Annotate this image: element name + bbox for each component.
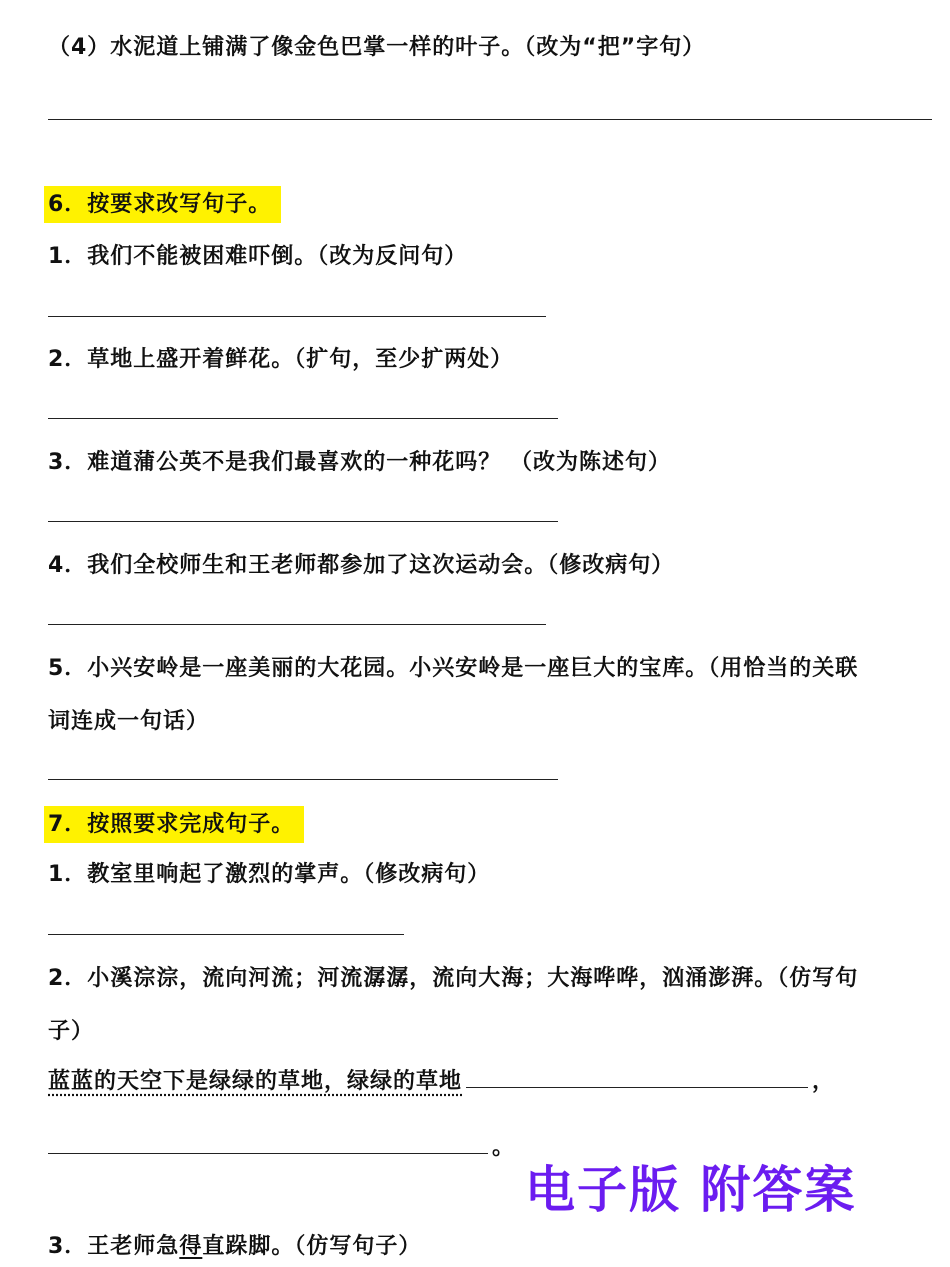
section-6-item-5: 5．小兴安岭是一座美丽的大花园。小兴安岭是一座巨大的宝库。（用恰当的关联 [48, 656, 859, 681]
section-7-item-1: 1．教室里响起了激烈的掌声。（修改病句） [48, 862, 491, 887]
inline-answer-blank[interactable] [48, 1135, 488, 1154]
answer-line[interactable] [48, 418, 558, 419]
section-7-title: 7．按照要求完成句子。 [44, 806, 304, 843]
answer-line[interactable] [48, 521, 558, 522]
answer-line[interactable] [48, 624, 546, 625]
section-6-item-1: 1．我们不能被困难吓倒。（改为反问句） [48, 244, 468, 269]
comma: ， [812, 1069, 836, 1094]
question-4-prompt: （4）水泥道上铺满了像金色巴掌一样的叶子。（改为“把”字句） [48, 35, 706, 60]
answer-line[interactable] [48, 119, 932, 120]
section-6-item-4: 4．我们全校师生和王老师都参加了这次运动会。（修改病句） [48, 553, 675, 578]
section-7-heading [48, 807, 304, 838]
section-7-item-2-prompt [48, 1064, 835, 1095]
section-7-item-2: 2．小溪淙淙，流向河流；河流潺潺，流向大海；大海哗哗，汹涌澎湃。（仿写句 [48, 966, 859, 991]
section-7-item-2-continued: 子） [48, 1019, 95, 1044]
item-3-prefix: 3．王老师急 [48, 1234, 180, 1259]
section-7-item-3 [48, 1229, 421, 1260]
promo-banner: 电子版 附答案 [525, 1161, 857, 1219]
section-6-title: 6．按要求改写句子。 [44, 186, 281, 223]
section-7-item-2-second-blank [48, 1130, 515, 1161]
answer-line[interactable] [48, 779, 558, 780]
section-6-heading [48, 187, 281, 218]
answer-line[interactable] [48, 934, 404, 935]
period: 。 [492, 1135, 516, 1160]
section-6-item-5-continued: 词连成一句话） [48, 709, 210, 734]
prompt-text: 蓝蓝的天空下是绿绿的草地，绿绿的草地 [48, 1069, 463, 1094]
item-3-suffix: 直跺脚。（仿写句子） [202, 1234, 422, 1259]
section-6-item-2: 2．草地上盛开着鲜花。（扩句，至少扩两处） [48, 347, 514, 372]
answer-line[interactable] [48, 316, 546, 317]
section-6-item-3: 3．难道蒲公英不是我们最喜欢的一种花吗？ （改为陈述句） [48, 450, 671, 475]
inline-answer-blank[interactable] [466, 1069, 808, 1088]
item-3-underlined-char: 得 [179, 1234, 203, 1259]
